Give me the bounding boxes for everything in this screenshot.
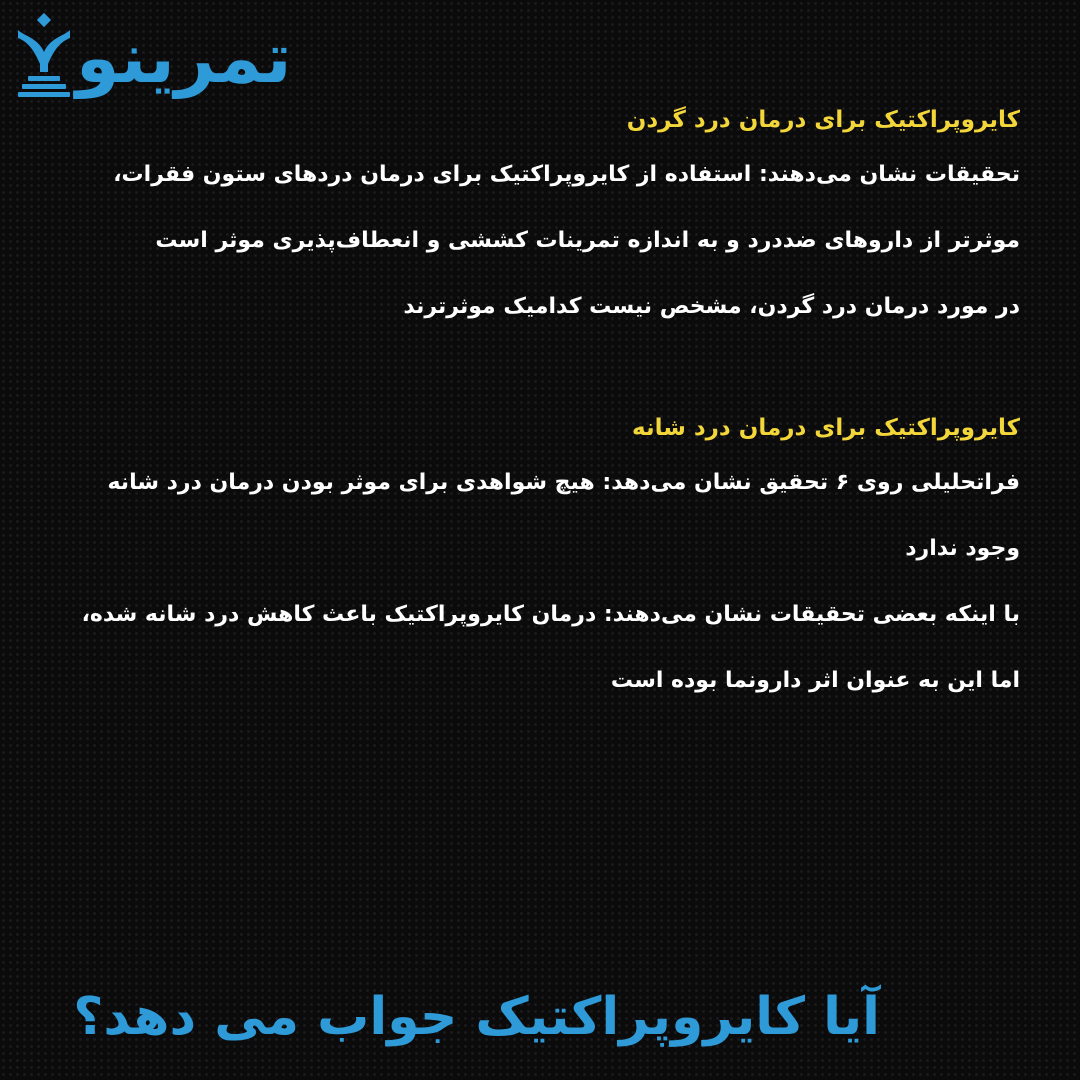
section-heading-shoulder: کایروپراکتیک برای درمان درد شانه	[632, 415, 1020, 441]
section-paragraph: فراتحلیلی روی ۶ تحقیق نشان می‌دهد: هیچ شواهدی برای موثر بودن درمان درد شانه وجود ندارد	[107, 470, 1020, 561]
section-paragraph: با اینکه بعضی تحقیقات نشان می‌دهند: درمان کایروپراکتیک باعث کاهش درد شانه شده، اما این به عنوان اثر دارونما بوده است	[81, 602, 1020, 693]
brand-name: تمرینو	[76, 17, 292, 99]
article-content	[70, 96, 1020, 714]
section-paragraph: تحقیقات نشان می‌دهند: استفاده از کایروپراکتیک برای درمان دردهای ستون فقرات، موثرتر از داروهای ضددرد و به اندازه تمرینات کششی و انعطاف‌پذیری موثر است	[113, 162, 1020, 253]
brand-logo	[14, 6, 444, 98]
footer-title: آیا کایروپراکتیک جواب می دهد؟	[73, 987, 880, 1047]
section-heading-neck: کایروپراکتیک برای درمان درد گردن	[626, 107, 1020, 133]
section-paragraph: در مورد درمان درد گردن، مشخص نیست کدامیک موثرترند	[403, 294, 1020, 319]
trophy-cup-icon	[14, 12, 78, 98]
